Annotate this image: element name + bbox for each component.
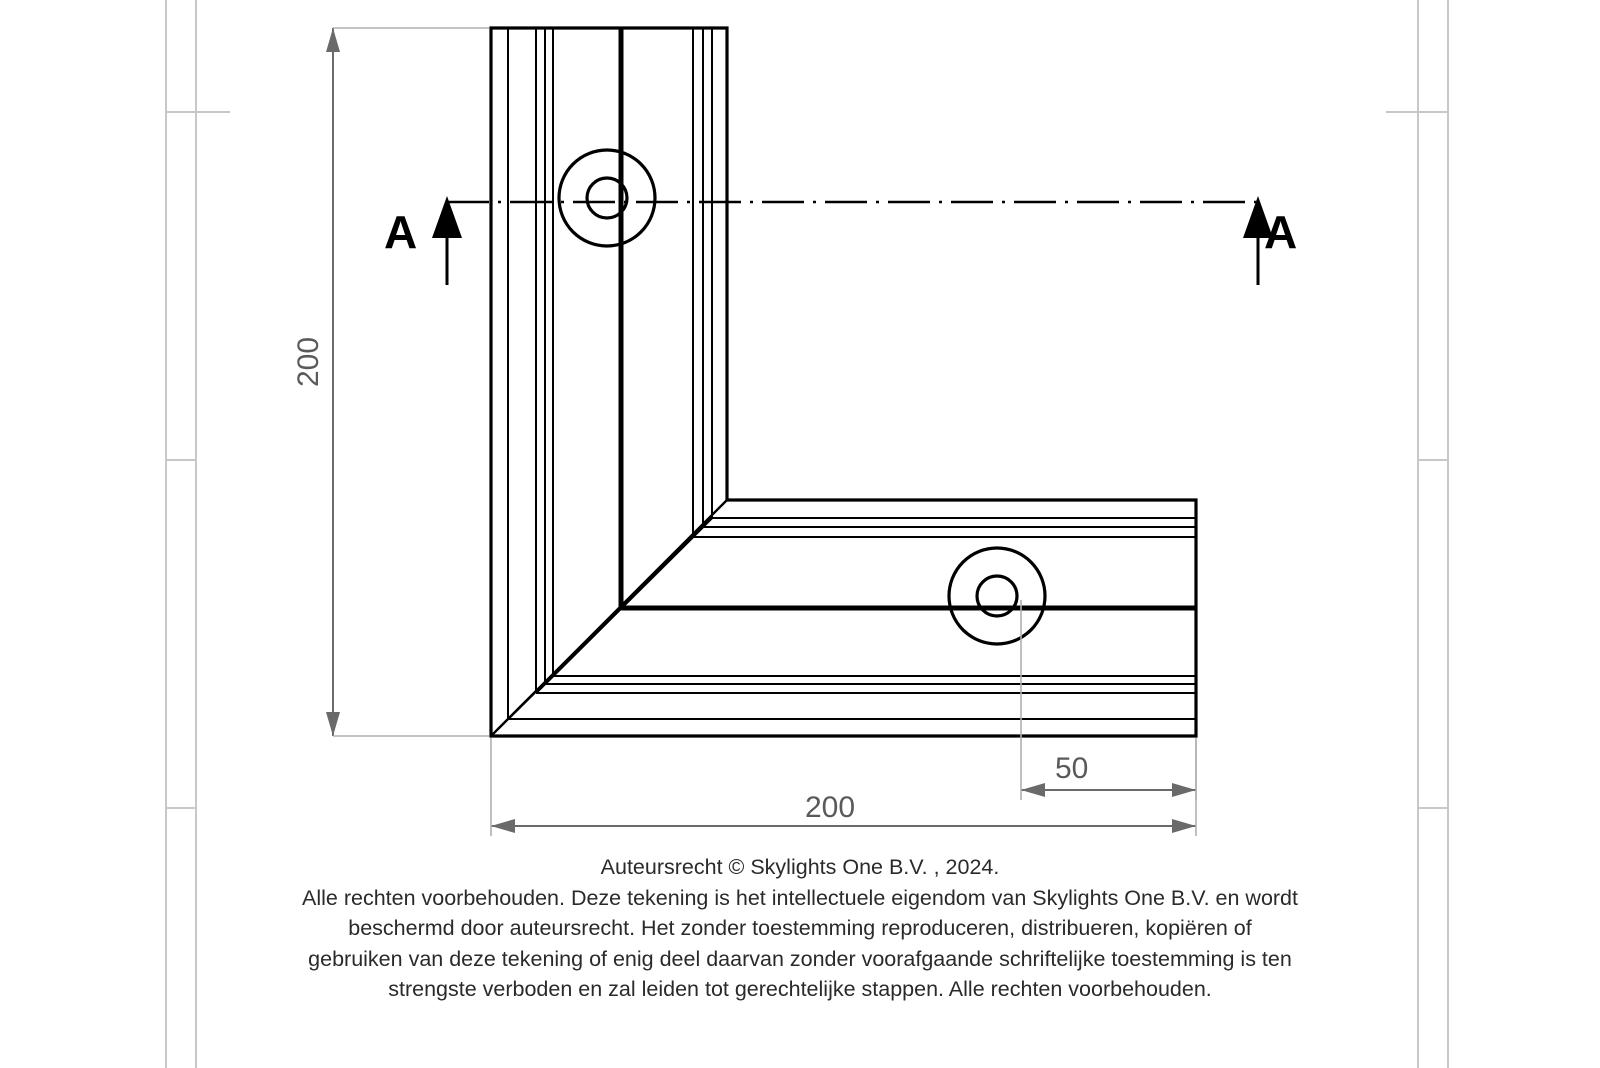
dimension-label-vertical-200: 200 <box>292 336 325 388</box>
dimension-50-ext <box>1021 600 1196 800</box>
copyright-notice <box>180 852 1420 1005</box>
copyright-line-4: gebruiken van deze tekening of enig deel daarvan zonder voorafgaande schriftelijke toestemming is ten <box>308 946 1292 971</box>
copyright-line-3: beschermd door auteursrecht. Het zonder toestemming reproduceren, distribueren, kopiëren of <box>348 916 1252 941</box>
fastener-hole-top <box>559 150 655 246</box>
copyright-line-1: Auteursrecht © Skylights One B.V. , 2024. <box>600 855 1000 879</box>
dimension-label-horizontal-200: 200 <box>805 791 856 824</box>
section-letter-left: A <box>384 206 418 258</box>
profile-mitre-line <box>491 500 727 736</box>
dimension-label-50: 50 <box>1055 752 1089 785</box>
fastener-hole-right <box>949 548 1045 644</box>
section-letter-right: A <box>1264 206 1298 258</box>
dimension-vertical-200-ext <box>333 28 489 736</box>
copyright-line-5: strengste verboden en zal leiden tot gerechtelijke stappen. Alle rechten voorbehouden. <box>388 977 1212 1002</box>
copyright-line-2: Alle rechten voorbehouden. Deze tekening is het intellectuele eigendom van Skylights One B.V. en wordt <box>302 885 1298 910</box>
